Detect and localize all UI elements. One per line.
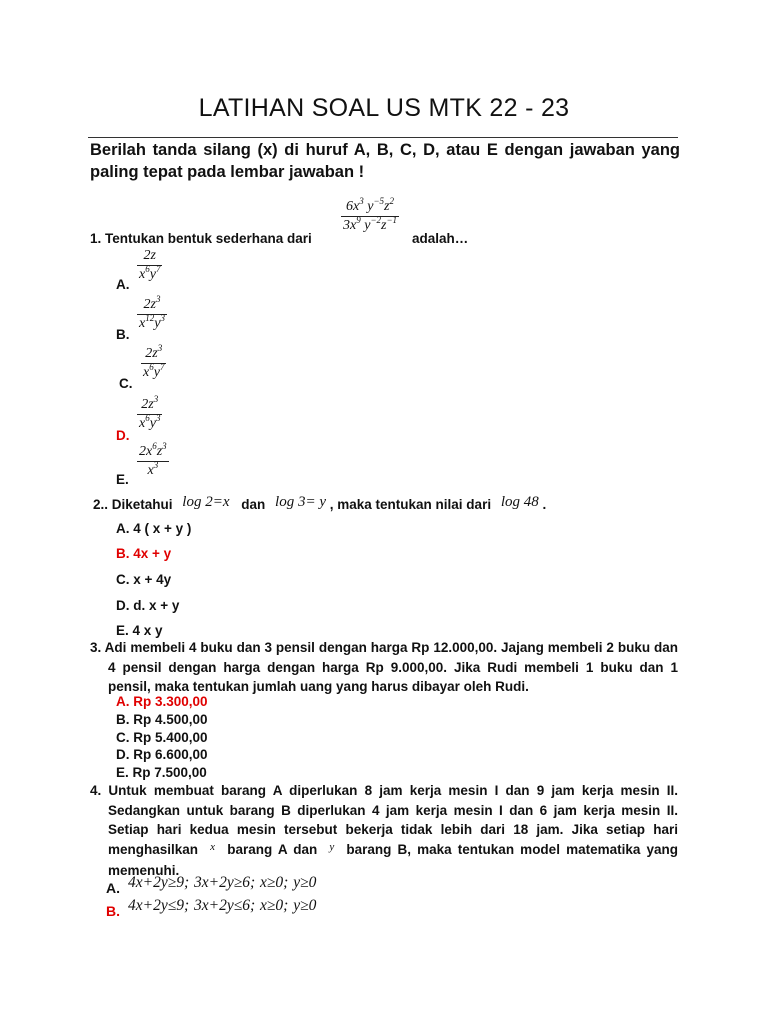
q4-text-b: barang A dan (227, 841, 318, 857)
q4-var-y: y (329, 840, 335, 853)
q3-option-e[interactable]: E. Rp 7.500,00 (116, 765, 207, 780)
q1-option-a-letter[interactable]: A. (116, 277, 130, 292)
q3-text (90, 638, 678, 697)
q2-expr-log2: log 2=x (182, 494, 230, 510)
q2-text (93, 494, 547, 514)
q1-prefix: 1. Tentukan bentuk sederhana dari (90, 231, 312, 246)
q3-option-a[interactable]: A. Rp 3.300,00 (116, 694, 208, 709)
q1-option-b-letter[interactable]: B. (116, 327, 130, 342)
q3-option-d[interactable]: D. Rp 6.600,00 (116, 747, 208, 762)
q1-option-a-fraction: $\frac{2z}{x^6y^7}$ (139, 248, 161, 282)
q1-suffix: adalah… (412, 231, 469, 246)
q1-option-b-fraction: $\frac{2z^3}{x^{12}y^3}$ (139, 294, 165, 331)
q3-option-c[interactable]: C. Rp 5.400,00 (116, 730, 208, 745)
q2-expr-log3: log 3= y (275, 494, 326, 510)
q1-option-e-letter[interactable]: E. (116, 472, 129, 487)
q2-dan: dan (241, 497, 266, 512)
q1-expression-fraction: $\frac{6x^3 y^{-5}z^2}{3x^9 y^{-2}z^{-1}}$ (343, 196, 398, 233)
q3-option-b[interactable]: B. Rp 4.500,00 (116, 712, 208, 727)
q2-option-b[interactable]: B. 4x + y (116, 546, 172, 561)
q2-expr-log48: log 48 (500, 494, 539, 510)
q2-mid: , maka tentukan nilai dari (329, 497, 492, 512)
q2-end: . (542, 497, 547, 512)
title-divider (88, 137, 678, 138)
q2-option-e[interactable]: E. 4 x y (116, 623, 163, 638)
q2-prefix: 2.. Diketahui (93, 497, 173, 512)
q1-option-c-fraction: $\frac{2z^3}{x^6y^7}$ (143, 343, 165, 380)
q4-option-a-expr: 4x+2y≥9; 3x+2y≥6; x≥0; y≥0 (128, 874, 317, 891)
q4-option-b-expr: 4x+2y≤9; 3x+2y≤6; x≥0; y≥0 (128, 897, 317, 914)
q4-text (90, 781, 678, 881)
q4-text-c: barang B, maka tentukan model matematika yang memenuhi. (108, 841, 678, 878)
q1-option-d-fraction: $\frac{2z^3}{x^6y^3}$ (139, 394, 161, 431)
q2-option-d[interactable]: D. d. x + y (116, 598, 180, 613)
q1-text (90, 231, 312, 246)
q4-option-a-letter[interactable]: A. (106, 880, 120, 896)
q1-option-d-letter[interactable]: D. (116, 428, 130, 443)
q1-option-e-fraction: $\frac{2x^6z^3}{x^3}$ (139, 441, 167, 478)
q4-option-b-letter[interactable]: B. (106, 903, 120, 919)
q4-text-a: 4. Untuk membuat barang A diperlukan 8 jam kerja mesin I dan 9 jam kerja mesin II. Sedangkan untuk barang B diperlukan 4 jam kerja mesin I dan 6 jam kerja mesin II. Setiap hari kedua mesin tersebut bekerja tidak lebih dari 18 jam. Jika setiap hari menghasilkan (90, 783, 678, 857)
q2-option-a[interactable]: A. 4 ( x + y ) (116, 521, 192, 536)
q3-question: 3. Adi membeli 4 buku dan 3 pensil dengan harga Rp 12.000,00. Jajang membeli 2 buku dan 4 pensil dengan harga dengan harga Rp 9.000,00. Jika Rudi membeli 1 buku dan 1 pensil, maka tentukan jumlah uang yang harus dibayar oleh Rudi. (90, 640, 678, 694)
instruction-text: Berilah tanda silang (x) di huruf A, B, C, D, atau E dengan jawaban yang paling tepat pada lembar jawaban ! (90, 141, 680, 181)
q4-var-x: x (210, 840, 216, 853)
q2-option-c[interactable]: C. x + 4y (116, 572, 172, 587)
q1-option-c-letter[interactable]: C. (119, 376, 133, 391)
page-title: LATIHAN SOAL US MTK 22 - 23 (198, 94, 570, 122)
